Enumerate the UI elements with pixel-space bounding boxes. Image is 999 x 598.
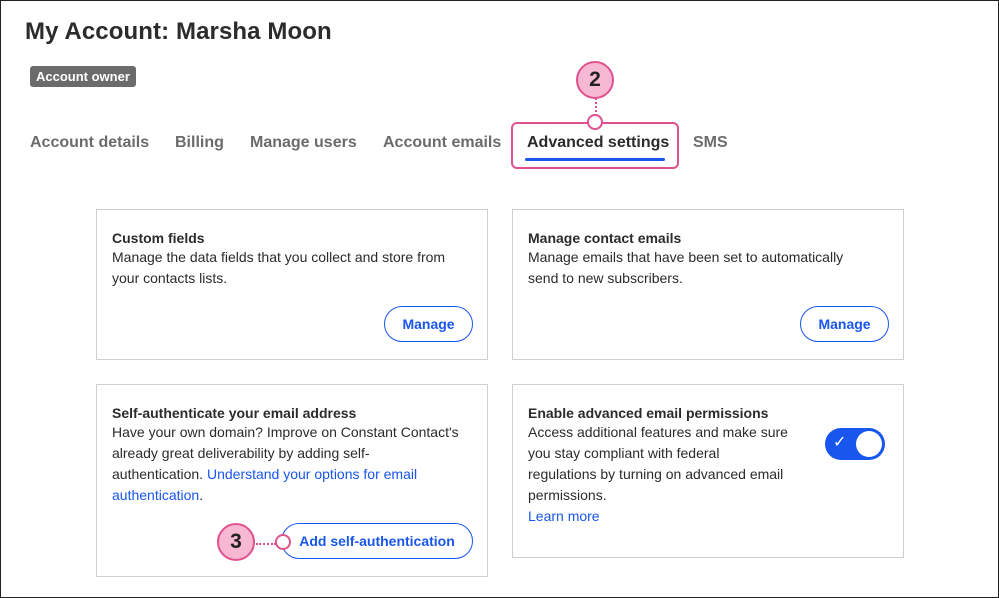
page-title: My Account: Marsha Moon bbox=[25, 18, 332, 45]
tab-account-emails[interactable]: Account emails bbox=[383, 134, 502, 151]
email-permissions-description bbox=[528, 422, 788, 527]
add-self-authentication-button[interactable]: Add self-authentication bbox=[281, 523, 473, 559]
self-authenticate-description bbox=[112, 422, 459, 506]
contact-emails-card bbox=[512, 209, 904, 360]
tab-manage-users[interactable]: Manage users bbox=[250, 134, 357, 151]
tab-account-details[interactable]: Account details bbox=[30, 134, 150, 151]
callout-step-2: 2 bbox=[576, 61, 614, 99]
custom-fields-description bbox=[112, 247, 445, 289]
self-auth-desc-line-4 bbox=[112, 485, 459, 506]
learn-more-link[interactable]: Learn more bbox=[528, 508, 600, 524]
self-authenticate-title: Self-authenticate your email address bbox=[112, 405, 357, 421]
tab-advanced-settings[interactable]: Advanced settings bbox=[527, 134, 670, 151]
self-authenticate-card bbox=[96, 384, 488, 577]
email-permissions-desc-line-1: Access additional features and make sure bbox=[528, 424, 788, 440]
self-auth-desc-period: . bbox=[199, 487, 204, 503]
self-auth-desc-line-2: already great deliverability by adding self- bbox=[112, 445, 370, 461]
advanced-email-permissions-toggle[interactable] bbox=[825, 428, 885, 460]
self-auth-desc-line-3-text: authentication. bbox=[112, 466, 204, 482]
callout-3-connector bbox=[256, 543, 276, 545]
self-auth-desc-line-1: Have your own domain? Improve on Constant Contact's bbox=[112, 424, 459, 440]
custom-fields-desc-line-1: Manage the data fields that you collect and store from bbox=[112, 249, 446, 265]
check-icon: ✓ bbox=[833, 434, 847, 451]
email-permissions-desc-line-2: you stay compliant with federal bbox=[528, 445, 720, 461]
email-permissions-title: Enable advanced email permissions bbox=[528, 405, 769, 421]
callout-step-3: 3 bbox=[217, 523, 255, 561]
contact-emails-title: Manage contact emails bbox=[528, 230, 682, 246]
toggle-knob bbox=[856, 431, 882, 457]
callout-2-dot bbox=[587, 114, 603, 130]
manage-contact-emails-button[interactable]: Manage bbox=[800, 306, 889, 342]
email-authentication-options-link[interactable]: Understand your options for email bbox=[206, 466, 418, 482]
manage-custom-fields-button[interactable]: Manage bbox=[384, 306, 473, 342]
contact-emails-desc-line-2: send to new subscribers. bbox=[528, 270, 683, 286]
callout-3-dot bbox=[275, 534, 291, 550]
email-authentication-options-link-continued[interactable]: authentication bbox=[112, 487, 200, 503]
advanced-email-permissions-card bbox=[512, 384, 904, 558]
custom-fields-desc-line-2: your contacts lists. bbox=[112, 270, 228, 286]
custom-fields-title: Custom fields bbox=[112, 230, 205, 246]
account-tabs bbox=[0, 130, 999, 160]
tab-sms[interactable]: SMS bbox=[693, 134, 728, 151]
custom-fields-card bbox=[96, 209, 488, 360]
tab-billing[interactable]: Billing bbox=[175, 134, 224, 151]
contact-emails-desc-line-1: Manage emails that have been set to automatically bbox=[528, 249, 844, 265]
contact-emails-description bbox=[528, 247, 843, 289]
account-owner-badge: Account owner bbox=[30, 66, 136, 87]
email-permissions-desc-line-3: regulations by turning on advanced email bbox=[528, 466, 784, 482]
email-permissions-desc-line-4: permissions. bbox=[528, 487, 607, 503]
self-auth-desc-line-3 bbox=[112, 464, 459, 485]
